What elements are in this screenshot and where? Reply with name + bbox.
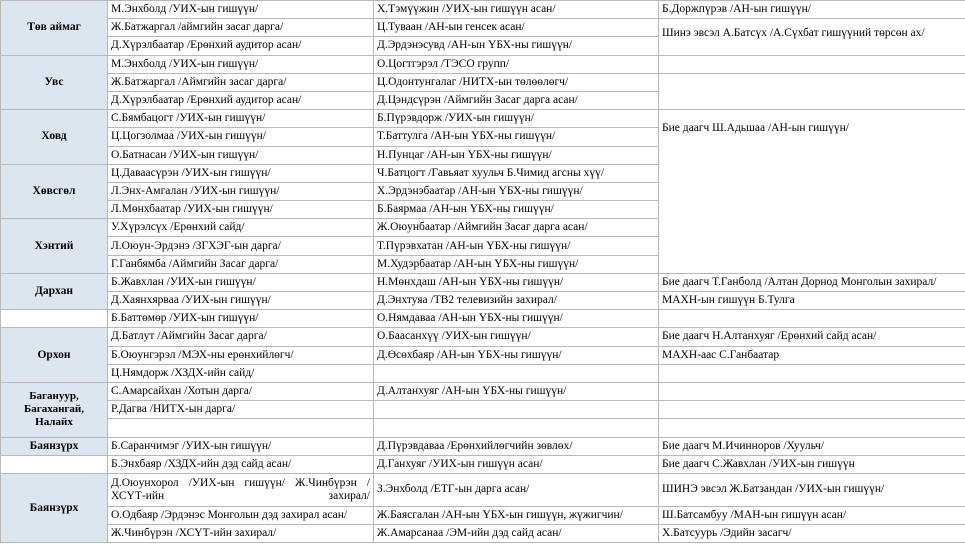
cell-candidate: Ж.Баясгалан /АН-ын ҮБХ-ын гишүүн, жүжигчин/ (374, 506, 659, 524)
cell-candidate: Б.Доржпүрэв /АН-ын гишүүн/ (659, 1, 965, 19)
cell-candidate: Л.Оюун-Эрдэнэ /ЗГХЭГ-ын дарга/ (108, 237, 374, 255)
table-row (1, 346, 965, 364)
cell-candidate: Ч.Батцогт /Гавьяат хуульч Б.Чимид агсны хүү/ (374, 164, 659, 182)
table-row (1, 364, 965, 382)
cell-empty (659, 73, 965, 109)
table-row (1, 73, 965, 91)
cell-candidate: Х.Тэмүүжин /УИХ-ын гишүүн асан/ (374, 1, 659, 19)
cell-candidate: Ж.Чинбүрэн /ХСҮТ-ийн захирал/ (108, 525, 374, 543)
cell-candidate: МАХН-ын гишүүн Б.Тулга (659, 292, 965, 310)
cell-candidate: Бие даагч Ш.Адьшаа /АН-ын гишүүн/ (659, 110, 965, 274)
cell-candidate: Б.Баттөмөр /УИХ-ын гишүүн/ (108, 310, 374, 328)
cell-candidate: Б.Саранчимэг /УИХ-ын гишүүн/ (108, 437, 374, 455)
table-row (1, 19, 965, 37)
cell-empty (374, 364, 659, 382)
region-cell: Ховд (1, 110, 108, 165)
cell-candidate: Ц.Одонтунгалаг /НИТХ-ын төлөөлөгч/ (374, 73, 659, 91)
cell-candidate: ШИНЭ эвсэл Ж.Батзандан /УИХ-ын гишүүн/ (659, 473, 965, 506)
cell-candidate: Д.Хүрэлбаатар /Ерөнхий аудитор асан/ (108, 37, 374, 55)
cell-candidate: Бие даагч Т.Ганболд /Алтан Дорнод Монголын захирал/ (659, 273, 965, 291)
table-row (1, 55, 965, 73)
region-cell: Төв аймаг (1, 1, 108, 56)
cell-candidate: М.Худэрбаатар /АН-ын ҮБХ-ны гишүүн/ (374, 255, 659, 273)
cell-candidate: Бие даагч С.Жавхлан /УИХ-ын гишүүн (659, 455, 965, 473)
region-cell: Баянзүрх (1, 437, 108, 455)
cell-empty (1, 310, 108, 328)
cell-candidate: Г.Ганбямба /Аймгийн Засаг дарга/ (108, 255, 374, 273)
cell-candidate: Н.Мөнхдаш /АН-ын ҮБХ-ны гишүүн/ (374, 273, 659, 291)
cell-candidate: З.Энхболд /ЕТГ-ын дарга асан/ (374, 473, 659, 506)
cell-candidate: Д.Эрдэнэсувд /АН-ын ҮБХ-ны гишүүн/ (374, 37, 659, 55)
table-row (1, 310, 965, 328)
cell-candidate: Шинэ эвсэл А.Батсүх /А.Сүхбат гишүүний төрсөн ах/ (659, 19, 965, 55)
cell-empty (1, 455, 108, 473)
cell-candidate: Ж.Батжаргал /аймгийн засаг дарга/ (108, 19, 374, 37)
cell-candidate: О.Батнасан /УИХ-ын гишүүн/ (108, 146, 374, 164)
table-row (1, 110, 965, 128)
region-cell: Дархан (1, 273, 108, 309)
cell-candidate: Р.Дагва /НИТХ-ын дарга/ (108, 401, 374, 419)
cell-candidate: С.Амарсайхан /Хотын дарга/ (108, 382, 374, 400)
cell-empty (659, 401, 965, 419)
region-cell: Хэнтий (1, 219, 108, 274)
cell-candidate: Л.Энх-Амгалан /УИХ-ын гишүүн/ (108, 182, 374, 200)
cell-candidate: Ц.Нямдорж /ХЗДХ-ийн сайд/ (108, 364, 374, 382)
cell-candidate: Ш.Батсамбуу /МАН-ын гишүүн асан/ (659, 506, 965, 524)
region-cell: Баянзүрх (1, 473, 108, 542)
cell-candidate: О.Баасанхүү /УИХ-ын гишүүн/ (374, 328, 659, 346)
cell-empty (659, 382, 965, 400)
cell-candidate: Д.Алтанхуяг /АН-ын ҮБХ-ны гишүүн/ (374, 382, 659, 400)
cell-candidate: Х.Эрдэнэбаатар /АН-ын ҮБХ-ны гишүүн/ (374, 182, 659, 200)
cell-candidate: Т.Баттулга /АН-ын ҮБХ-ны гишүүн/ (374, 128, 659, 146)
cell-candidate: С.Бямбацогт /УИХ-ын гишүүн/ (108, 110, 374, 128)
table-row (1, 506, 965, 524)
table-row (1, 437, 965, 455)
cell-candidate: Д.Хаянхярваа /УИХ-ын гишүүн/ (108, 292, 374, 310)
cell-empty (374, 401, 659, 419)
cell-candidate: О.Одбаяр /Эрдэнэс Монголын дэд захирал асан/ (108, 506, 374, 524)
cell-candidate: МАХН-аас С.Ганбаатар (659, 346, 965, 364)
cell-candidate: Л.Мөнхбаатар /УИХ-ын гишүүн/ (108, 201, 374, 219)
cell-candidate: Т.Пүрэвхатан /АН-ын ҮБХ-ны гишүүн/ (374, 237, 659, 255)
region-cell: Багануур, Багахангай, Налайх (1, 382, 108, 437)
cell-empty (659, 55, 965, 73)
cell-candidate: Д.Энхтуяа /ТВ2 телевизийн захирал/ (374, 292, 659, 310)
cell-candidate: О.Цогтгэрэл /ТЭСО групп/ (374, 55, 659, 73)
cell-empty (659, 419, 965, 437)
cell-candidate: Н.Пунцаг /АН-ын ҮБХ-ны гишүүн/ (374, 146, 659, 164)
table-row (1, 382, 965, 400)
cell-candidate: Д.Ганхуяг /УИХ-ын гишүүн асан/ (374, 455, 659, 473)
cell-candidate: Ж.Батжаргал /Аймгийн засаг дарга/ (108, 73, 374, 91)
cell-candidate: Бие даагч М.Ичинноров /Хуульч/ (659, 437, 965, 455)
cell-candidate: О.Нямдаваа /АН-ын ҮБХ-ны гишүүн/ (374, 310, 659, 328)
cell-candidate: Б.Энхбаяр /ХЗДХ-ийн дэд сайд асан/ (108, 455, 374, 473)
cell-candidate: Д.Цэндсүрэн /Аймгийн Засаг дарга асан/ (374, 91, 659, 109)
cell-candidate: Д.Оюунхорол /УИХ-ын гишүүн/ Ж.Чинбүрэн /ХСҮТ-ийн захирал/ (108, 473, 374, 506)
cell-empty (659, 364, 965, 382)
cell-candidate: Б.Оюунгэрэл /МЭХ-ны ерөнхийлөгч/ (108, 346, 374, 364)
cell-candidate: Д.Хүрэлбаатар /Ерөнхий аудитор асан/ (108, 91, 374, 109)
cell-candidate: У.Хүрэлсүх /Ерөнхий сайд/ (108, 219, 374, 237)
region-cell: Хөвсгөл (1, 164, 108, 219)
cell-candidate: Д.Батлут /Аймгийн Засаг дарга/ (108, 328, 374, 346)
cell-candidate: Х.Батсуурь /Эдийн засагч/ (659, 525, 965, 543)
cell-candidate: Б.Баярмаа /АН-ын ҮБХ-ны гишүүн/ (374, 201, 659, 219)
table-row (1, 1, 965, 19)
cell-candidate: Ц.Даваасүрэн /УИХ-ын гишүүн/ (108, 164, 374, 182)
region-cell: Увс (1, 55, 108, 110)
table-row (1, 455, 965, 473)
region-cell: Орхон (1, 328, 108, 383)
table-row (1, 473, 965, 506)
cell-empty (374, 419, 659, 437)
table-row (1, 273, 965, 291)
table-row (1, 525, 965, 543)
cell-candidate: Ж.Амарсанаа /ЭМ-ийн дэд сайд асан/ (374, 525, 659, 543)
cell-candidate: Ц.Цогзолмаа /УИХ-ын гишүүн/ (108, 128, 374, 146)
cell-candidate: Ж.Оюунбаатар /Аймгийн Засаг дарга асан/ (374, 219, 659, 237)
cell-candidate: М.Энхболд /УИХ-ын гишүүн/ (108, 1, 374, 19)
cell-empty (659, 310, 965, 328)
table-row (1, 328, 965, 346)
cell-candidate: Б.Жавхлан /УИХ-ын гишүүн/ (108, 273, 374, 291)
cell-candidate: Д.Өсөхбаяр /АН-ын ҮБХ-ны гишүүн/ (374, 346, 659, 364)
cell-empty (108, 419, 374, 437)
cell-candidate: М.Энхболд /УИХ-ын гишүүн/ (108, 55, 374, 73)
cell-candidate: Ц.Туваан /АН-ын генсек асан/ (374, 19, 659, 37)
cell-candidate: Бие даагч Н.Алтанхуяг /Ерөнхий сайд асан/ (659, 328, 965, 346)
table-row (1, 292, 965, 310)
table-row (1, 419, 965, 437)
cell-candidate: Д.Пүрэвдаваа /Ерөнхийлөгчийн зөвлөх/ (374, 437, 659, 455)
table-row (1, 401, 965, 419)
cell-candidate: Б.Пүрэвдорж /УИХ-ын гишүүн/ (374, 110, 659, 128)
